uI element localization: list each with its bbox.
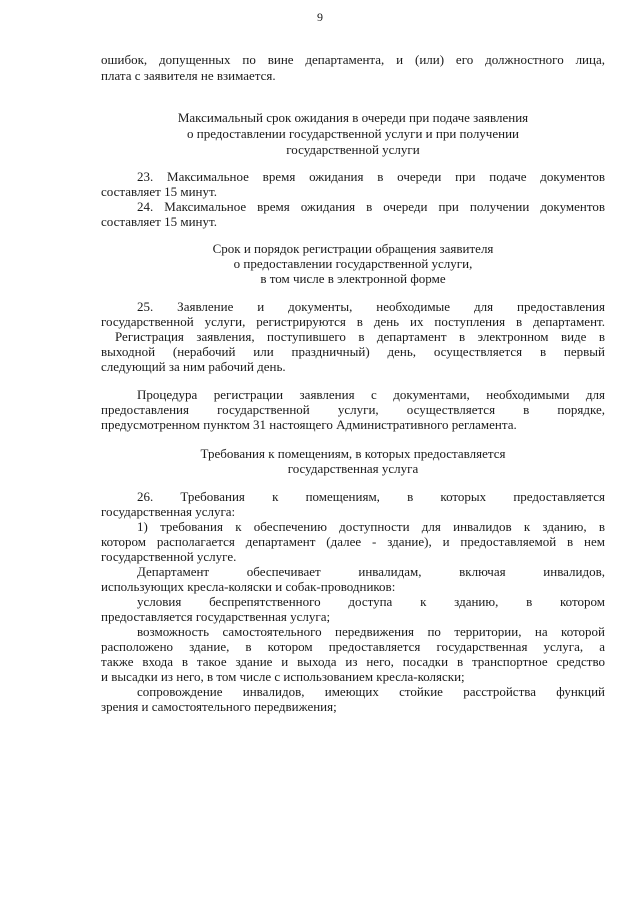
text-line: также входа в такое здание и выхода из него, посадки в транспортное средство xyxy=(101,654,605,669)
text-line: использующих кресла-коляски и собак-проводников: xyxy=(101,579,396,594)
section-heading: Срок и порядок регистрации обращения заявителя xyxy=(212,241,494,256)
text-line: сопровождение инвалидов, имеющих стойкие расстройства функций xyxy=(137,684,605,699)
text-line: государственная услуга: xyxy=(101,504,236,519)
section-heading: в том числе в электронной форме xyxy=(260,271,446,286)
text-line: котором располагается департамент (далее - здание), и предоставляемой в нем xyxy=(101,534,605,549)
text-line: 1) требования к обеспечению доступности для инвалидов к зданию, в xyxy=(137,519,605,534)
text-line: государственной услуги, регистрируются в день их поступления в департамент. xyxy=(101,314,605,329)
text-line: и высадки из него, в том числе с использованием кресла-коляски; xyxy=(101,669,465,684)
text-line: предоставления государственной услуги, осуществляется в порядке, xyxy=(101,402,605,417)
text-line: 24. Максимальное время ожидания в очереди при получении документов xyxy=(137,199,605,214)
text-line: следующий за ним рабочий день. xyxy=(101,359,286,374)
text-line: 23. Максимальное время ожидания в очереди при подаче документов xyxy=(137,169,605,184)
page-number: 9 xyxy=(317,10,323,24)
text-line: предусмотренном пунктом 31 настоящего Административного регламента. xyxy=(101,417,517,432)
section-heading: о предоставлении государственной услуги, xyxy=(233,256,473,271)
text-line: плата с заявителя не взимается. xyxy=(101,68,276,83)
text-line: Процедура регистрации заявления с документами, необходимыми для xyxy=(137,387,605,402)
section-heading: Требования к помещениям, в которых предоставляется xyxy=(200,446,506,461)
text-line: условия беспрепятственного доступа к зданию, в котором xyxy=(137,594,605,609)
text-line: 25. Заявление и документы, необходимые для предоставления xyxy=(137,299,605,314)
text-line: составляет 15 минут. xyxy=(101,184,217,199)
text-line: возможность самостоятельного передвижения по территории, на которой xyxy=(137,624,605,639)
text-line: Регистрация заявления, поступившего в департамент в электронном виде в xyxy=(115,329,605,344)
text-line: государственной услуге. xyxy=(101,549,237,564)
text-line: предоставляется государственная услуга; xyxy=(101,609,331,624)
section-heading: государственной услуги xyxy=(286,142,420,157)
section-heading: Максимальный срок ожидания в очереди при подаче заявления xyxy=(177,110,529,125)
text-line: 26. Требования к помещениям, в которых предоставляется xyxy=(137,489,605,504)
section-heading: государственная услуга xyxy=(287,461,419,476)
text-line: Департамент обеспечивает инвалидам, включая инвалидов, xyxy=(137,564,605,579)
text-line: ошибок, допущенных по вине департамента, и (или) его должностного лица, xyxy=(101,52,605,67)
text-line: расположено здание, в котором предоставляется государственная услуга, а xyxy=(101,639,605,654)
text-line: составляет 15 минут. xyxy=(101,214,217,229)
text-line: выходной (нерабочий или праздничный) день, осуществляется в первый xyxy=(101,344,605,359)
text-line: зрения и самостоятельного передвижения; xyxy=(101,699,337,714)
section-heading: о предоставлении государственной услуги и при получении xyxy=(187,126,519,141)
